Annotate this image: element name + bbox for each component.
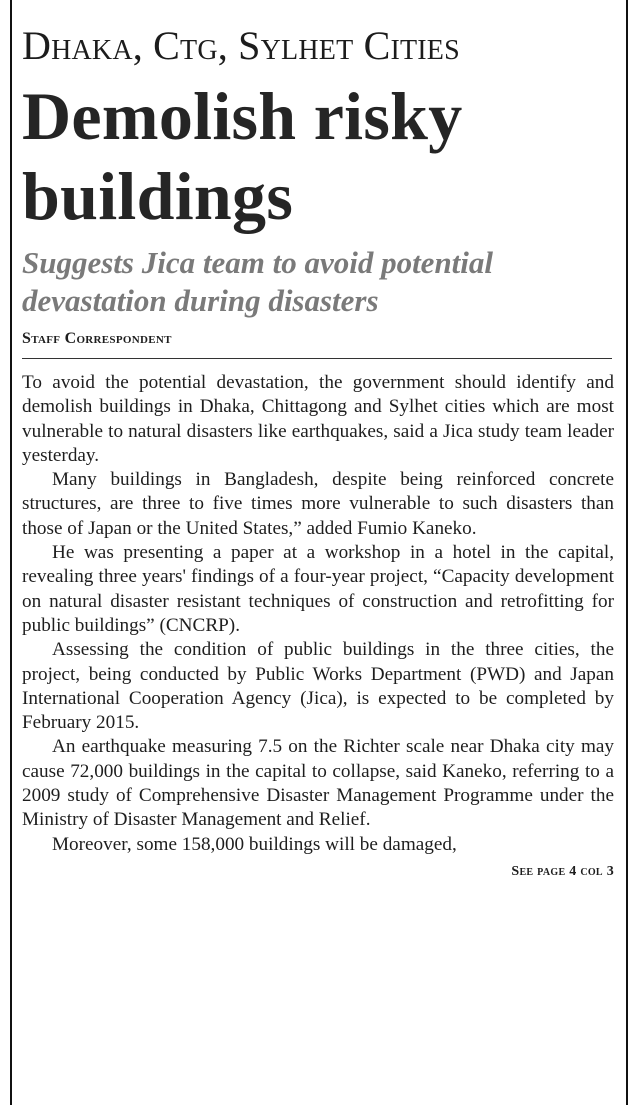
article-body: [22, 371, 614, 857]
paragraph: To avoid the potential devastation, the government should identify and demolish buildings in Dhaka, Chittagong and Sylhet cities which are most vulnerable to natural disasters like earthquakes, said a Jica study team leader yesterday.: [22, 372, 614, 466]
paragraph: He was presenting a paper at a workshop in a hotel in the capital, revealing three years' findings of a four-year project, “Capacity development on natural disaster resistant techniques of construction and retrofitting for public buildings” (CNCRP).: [22, 542, 614, 636]
right-column-rule: [626, 0, 628, 1105]
left-column-rule: [10, 0, 12, 1105]
continuation-note: See page 4 col 3: [511, 863, 614, 879]
paragraph: Moreover, some 158,000 buildings will be damaged,: [52, 833, 457, 855]
kicker: Dhaka, Ctg, Sylhet Cities: [22, 23, 460, 68]
headline: Demolish risky buildings: [22, 78, 463, 234]
paragraph: An earthquake measuring 7.5 on the Richter scale near Dhaka city may cause 72,000 buildings in the capital to collapse, said Kaneko, referring to a 2009 study of Comprehensive Disaster Management Programme under the Ministry of Disaster Management and Relief.: [22, 736, 614, 831]
byline: Staff Correspondent: [22, 330, 172, 347]
paragraph: Assessing the condition of public buildings in the three cities, the project, being conducted by Public Works Department (PWD) and Japan International Cooperation Agency (Jica), is expected to be completed by February 2015.: [22, 639, 614, 734]
article: [22, 22, 614, 881]
subheadline: Suggests Jica team to avoid potential devastation during disasters: [22, 245, 494, 318]
byline-divider: [22, 358, 612, 359]
paragraph: Many buildings in Bangladesh, despite being reinforced concrete structures, are three to five times more vulnerable to such disasters than those of Japan or the United States,” added Fumio Kaneko.: [22, 469, 614, 539]
